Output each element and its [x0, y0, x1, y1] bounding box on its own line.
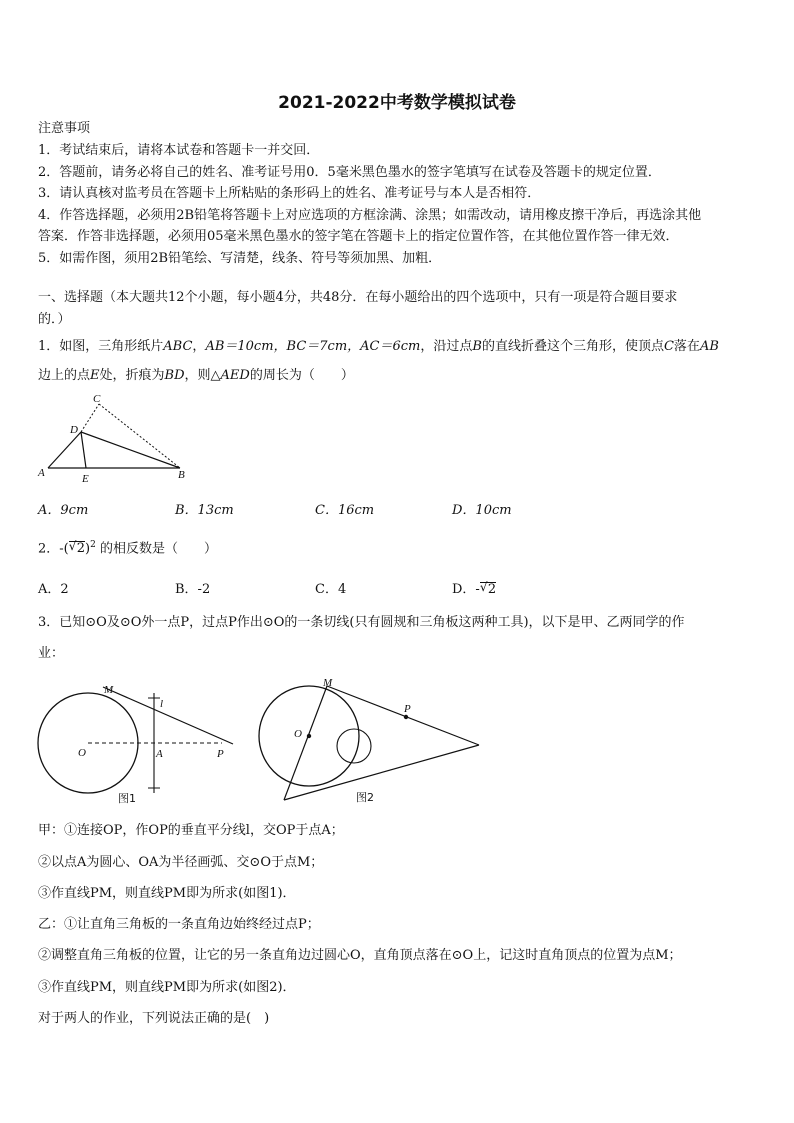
q1-option-c: C．16cm — [315, 503, 375, 518]
notice-item: 3．请认真核对监考员在答题卡上所粘贴的条形码上的姓名、准考证号与本人是否相符． — [38, 186, 541, 201]
q1-option-a: A．9cm — [38, 503, 89, 518]
notice-heading: 注意事项 — [38, 121, 91, 136]
q2-option-b: B．-2 — [175, 582, 211, 597]
q1-stem-line2: 边上的点E处，折痕为BD，则△AED的周长为（ ） — [38, 368, 354, 383]
notice-item: 1．考试结束后，请将本试卷和答题卡一并交回． — [38, 143, 320, 158]
point-label-o: O — [78, 747, 86, 759]
point-label-p: P — [404, 703, 411, 715]
sqrt-sign-icon: √ 2 — [68, 539, 86, 557]
point-label-a: A — [38, 467, 45, 479]
point-label-d: D — [70, 424, 78, 436]
q3-stem-line1: 3．已知⊙O及⊙O外一点P，过点P作出⊙O的一条切线(只有圆规和三角板这两种工具)，以下是甲、乙两同学的作 — [38, 615, 685, 630]
point-label-p: P — [217, 748, 224, 760]
figure-caption: 图1 — [118, 792, 136, 805]
section-header: 一、选择题（本大题共12个小题，每小题4分，共48分．在每小题给出的四个选项中，只有一项是符合题目要求 — [38, 290, 678, 305]
point-label-b: B — [178, 469, 185, 481]
point-label-e: E — [82, 473, 89, 485]
notice-item: 4．作答选择题，必须用2B铅笔将答题卡上对应选项的方框涂满、涂黑；如需改动，请用橡皮擦干净后，再选涂其他 — [38, 208, 702, 223]
point-label-c: C — [93, 393, 101, 405]
sqrt-sign-icon: √ 2 — [479, 580, 497, 597]
q1-option-b: B．13cm — [175, 503, 234, 518]
q3-step: ②以点A为圆心、OA为半径画弧、交⊙O于点M； — [38, 855, 324, 870]
q3-step: ②调整直角三角板的位置，让它的另一条直角边过圆心O，直角顶点落在⊙O上，记这时直角顶点的位置为点M； — [38, 948, 682, 963]
q3-step: 乙：①让直角三角板的一条直角边始终经过点P； — [38, 917, 320, 932]
q2-option-d: D．- √ 2 — [452, 580, 497, 597]
notice-item: 5．如需作图，须用2B铅笔绘、写清楚，线条、符号等须加黑、加粗． — [38, 251, 442, 266]
point-label-m: M — [104, 684, 114, 696]
q3-step: ③作直线PM，则直线PM即为所求(如图2)． — [38, 980, 296, 995]
notice-item: 2．答题前，请务必将自己的姓名、准考证号用0．5毫米黑色墨水的签字笔填写在试卷及答题卡的规定位置． — [38, 165, 661, 180]
section-header-cont: 的．） — [38, 312, 71, 327]
point-label-m: M — [323, 677, 333, 689]
q3-step: 甲：①连接OP，作OP的垂直平分线l，交OP于点A； — [38, 823, 344, 838]
point-label-o: O — [294, 728, 302, 740]
q2-option-c: C．4 — [315, 582, 347, 597]
page-title: 2021-2022中考数学模拟试卷 — [278, 93, 516, 113]
q3-step: ③作直线PM，则直线PM即为所求(如图1)． — [38, 886, 296, 901]
q1-option-d: D．10cm — [452, 503, 512, 518]
q1-stem-line1: 1．如图，三角形纸片ABC，AB＝10cm，BC＝7cm，AC＝6cm，沿过点B的直线折叠这个三角形，使顶点C落在AB — [38, 339, 719, 354]
line-label-l: l — [160, 698, 164, 710]
q3-question: 对于两人的作业，下列说法正确的是( ) — [38, 1011, 270, 1026]
q3-stem-line2: 业： — [38, 646, 65, 661]
point-label-a: A — [156, 748, 163, 760]
q2-stem: 2．-( √ 2)$^2$ 的相反数是（ ） — [38, 539, 217, 557]
figure-caption: 图2 — [356, 791, 374, 804]
q2-option-a: A．2 — [38, 582, 69, 597]
notice-item: 答案．作答非选择题，必须用05毫米黑色墨水的签字笔在答题卡上的指定位置作答，在其他位置作答一律无效． — [38, 229, 679, 244]
